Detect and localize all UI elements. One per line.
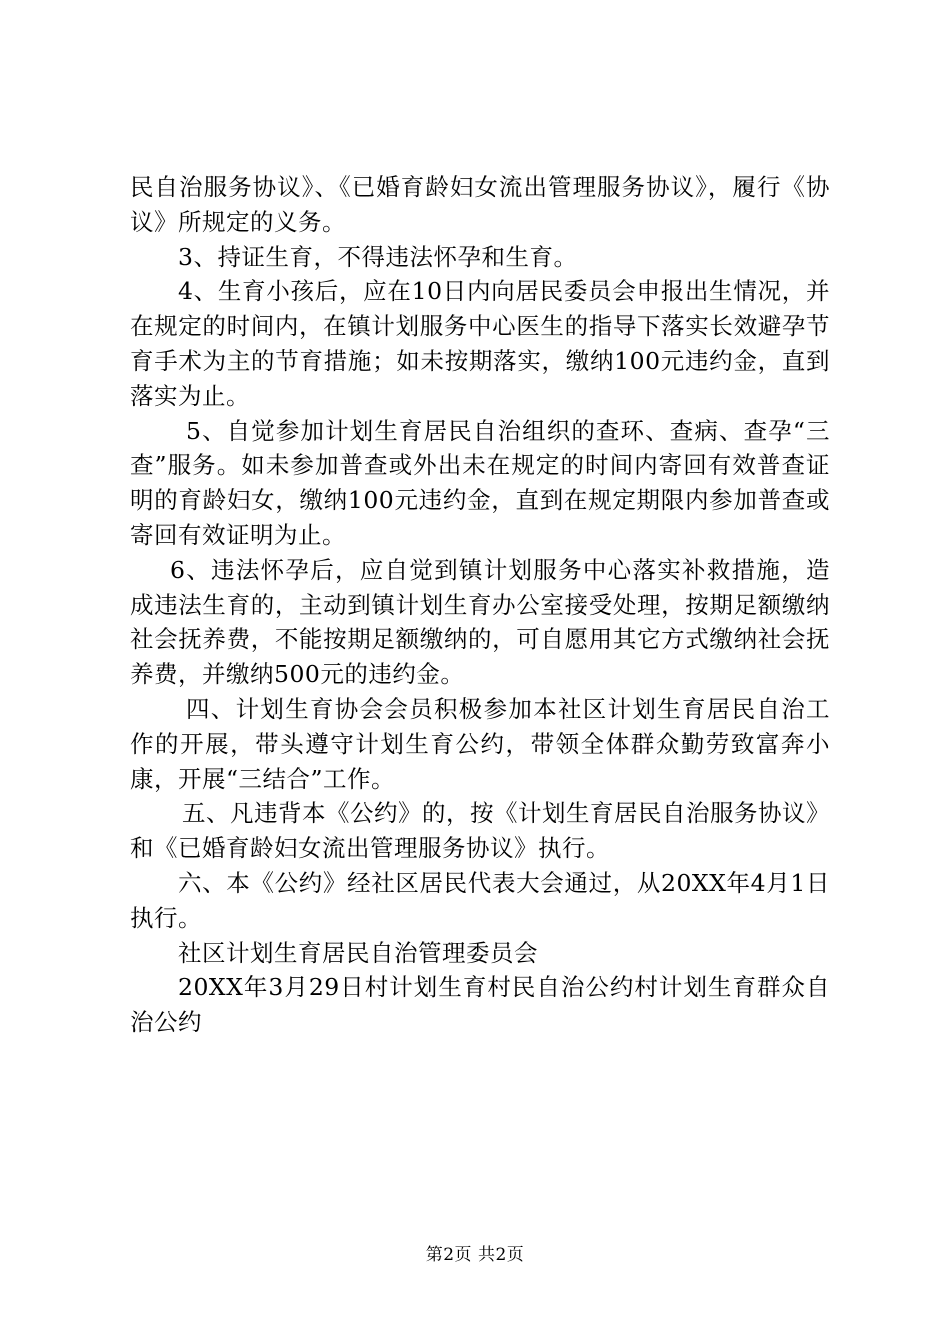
paragraph-item-5: 5、自觉参加计划生育居民自治组织的查环、查病、查孕“三查”服务。如未参加普查或外出未在规定的时间内寄回有效普查证明的育龄妇女，缴纳100元违约金，直到在规定期限内参加普查或寄回有效证明为止。 bbox=[130, 416, 830, 549]
paragraph-section-5: 五、凡违背本《公约》的，按《计划生育居民自治服务协议》和《已婚育龄妇女流出管理服务协议》执行。 bbox=[130, 799, 830, 863]
paragraph-section-4: 四、计划生育协会会员积极参加本社区计划生育居民自治工作的开展，带头遵守计划生育公约，带领全体群众勤劳致富奔小康，开展“三结合”工作。 bbox=[130, 694, 830, 793]
page-number-footer: 第2页 共2页 bbox=[425, 1245, 525, 1265]
paragraph-item-6: 6、违法怀孕后，应自觉到镇计划服务中心落实补救措施，造成违法生育的，主动到镇计划生育办公室接受处理，按期足额缴纳社会抚养费，不能按期足额缴纳的，可自愿用其它方式缴纳社会抚养费，并缴纳500元的违约金。 bbox=[130, 555, 830, 689]
document-body bbox=[130, 170, 830, 1040]
paragraph-item-4: 4、生育小孩后，应在10日内向居民委员会申报出生情况，并在规定的时间内，在镇计划服务中心医生的指导下落实长效避孕节育手术为主的节育措施；如未按期落实，缴纳100元违约金，直到落实为止。 bbox=[130, 277, 830, 410]
paragraph-section-6: 六、本《公约》经社区居民代表大会通过，从20XX年4月1日执行。 bbox=[130, 868, 830, 932]
paragraph-continuation: 民自治服务协议》、《已婚育龄妇女流出管理服务协议》，履行《协议》所规定的义务。 bbox=[130, 173, 830, 236]
signature-date: 20XX年3月29日村计划生育村民自治公约村计划生育群众自治公约 bbox=[130, 973, 830, 1037]
signature-committee: 社区计划生育居民自治管理委员会 bbox=[178, 938, 538, 967]
paragraph-item-3: 3、持证生育，不得违法怀孕和生育。 bbox=[178, 242, 578, 271]
